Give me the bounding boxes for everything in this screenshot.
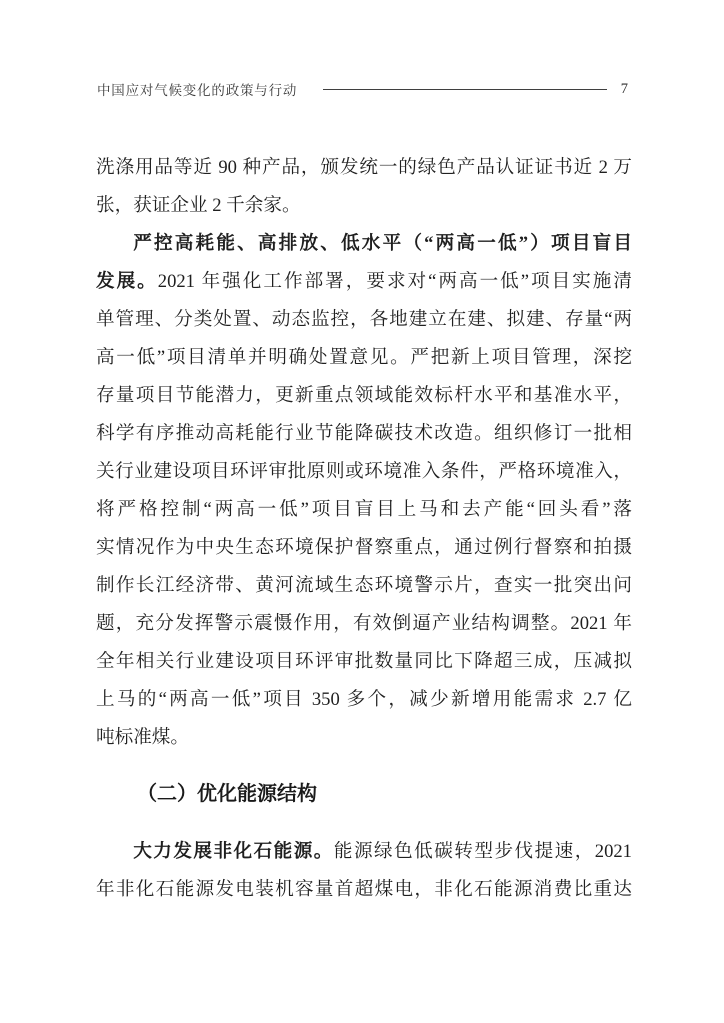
body-text-line xyxy=(96,377,632,415)
text-run: 全年相关行业建设项目环评审批数量同比下降超三成，压减拟 xyxy=(96,651,632,672)
text-run: 科学有序推动高耗能行业节能降碳技术改造。组织修订一批相 xyxy=(96,423,632,444)
body-text-line xyxy=(96,605,632,643)
body-text-line xyxy=(96,681,632,719)
body-text-line xyxy=(96,833,632,871)
text-run: 洗涤用品等近 90 种产品，颁发统一的绿色产品认证证书近 2 万 xyxy=(96,157,632,178)
body-text-line xyxy=(96,453,632,491)
document-body xyxy=(96,149,632,909)
body-text-line xyxy=(96,871,632,909)
text-run: 存量项目节能潜力，更新重点领域能效标杆水平和基准水平， xyxy=(96,385,632,406)
body-text-line xyxy=(96,339,632,377)
body-text-line xyxy=(96,415,632,453)
body-text-line xyxy=(96,529,632,567)
body-text-line xyxy=(96,719,632,757)
text-run: 上马的“两高一低”项目 350 多个，减少新增用能需求 2.7 亿 xyxy=(96,689,632,710)
text-run: （二）优化能源结构 xyxy=(137,783,317,805)
body-text-line xyxy=(96,263,632,301)
bold-text-run: 严控高耗能、高排放、低水平（“两高一低”）项目盲目 xyxy=(133,233,632,254)
text-run: 高一低”项目清单并明确处置意见。严把新上项目管理，深挖 xyxy=(96,347,632,368)
body-text-line xyxy=(96,301,632,339)
body-text-line xyxy=(96,643,632,681)
page-number: 7 xyxy=(620,80,628,97)
body-text-line xyxy=(96,567,632,605)
text-run: 实情况作为中央生态环境保护督察重点，通过例行督察和拍摄 xyxy=(96,537,632,558)
text-run: 制作长江经济带、黄河流域生态环境警示片，查实一批突出问 xyxy=(96,575,632,596)
body-text-line xyxy=(96,149,632,187)
header-rule-line xyxy=(323,89,607,90)
bold-text-run: 发展。 xyxy=(96,271,158,292)
text-run: 2021 年强化工作部署，要求对“两高一低”项目实施清 xyxy=(157,271,632,292)
text-run: 关行业建设项目环评审批原则或环境准入条件，严格环境准入， xyxy=(96,461,632,482)
text-run: 单管理、分类处置、动态监控，各地建立在建、拟建、存量“两 xyxy=(96,309,632,330)
section-heading xyxy=(96,775,632,813)
text-run: 年非化石能源发电装机容量首超煤电，非化石能源消费比重达 xyxy=(96,879,632,900)
body-text-line xyxy=(96,187,632,225)
body-text-line xyxy=(96,225,632,263)
text-run: 将严格控制“两高一低”项目盲目上马和去产能“回头看”落 xyxy=(96,499,632,520)
body-text-line xyxy=(96,491,632,529)
page-header xyxy=(97,80,628,98)
running-header-title: 中国应对气候变化的政策与行动 xyxy=(97,83,298,98)
text-run: 吨标准煤。 xyxy=(96,727,189,748)
text-run: 能源绿色低碳转型步伐提速，2021 xyxy=(333,841,632,862)
text-run: 张，获证企业 2 千余家。 xyxy=(96,195,301,216)
bold-text-run: 大力发展非化石能源。 xyxy=(133,841,334,862)
text-run: 题，充分发挥警示震慑作用，有效倒逼产业结构调整。2021 年 xyxy=(96,613,632,634)
